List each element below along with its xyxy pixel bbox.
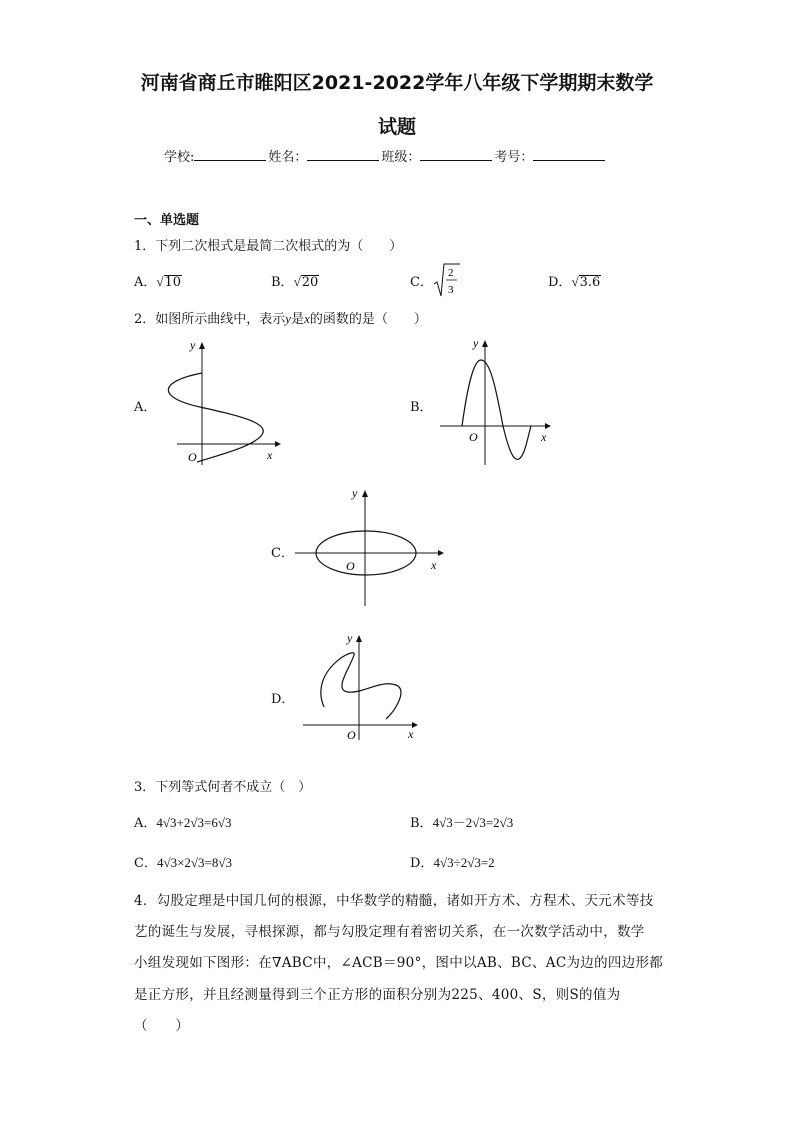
q3-c-label: C． <box>134 856 157 871</box>
radical-icon: √ <box>156 274 164 289</box>
axis-x-label: x <box>431 558 437 572</box>
q2-stem-post: 的函数的是（ ） <box>309 312 427 327</box>
q4-line-3: 小组发现如下图形：在∇ABC中，∠ACB＝90°，图中以AB、BC、AC为边的四边形都 <box>134 955 664 971</box>
q1-c-den: 3 <box>448 284 454 296</box>
x-axis-arrow <box>545 423 551 429</box>
q3-c-expr: 4√3×2√3=8√3 <box>156 855 233 870</box>
q2-a-label: A． <box>134 400 157 415</box>
q3-d-expr: 4√3÷2√3=2 <box>433 855 495 870</box>
q4-line-2: 艺的诞生与发展，寻根探源，都与勾股定理有着密切关系，在一次数学活动中，数学 <box>134 924 645 940</box>
axis-y-label: y <box>352 486 358 500</box>
page-title: 河南省商丘市睢阳区2021-2022学年八年级下学期期末数学 <box>140 72 654 94</box>
q1-c-num: 2 <box>448 267 454 279</box>
page-title-line2: 试题 <box>377 116 416 138</box>
q3-d-label: D． <box>410 856 434 871</box>
name-label: 姓名： <box>268 150 308 165</box>
q1-a-value: 10 <box>164 275 182 290</box>
curve <box>462 360 531 459</box>
q1-option-c <box>410 271 433 290</box>
q3-a-label: A． <box>134 816 157 831</box>
q2-c-label: C． <box>271 546 294 561</box>
q4-line-5: （ ） <box>134 1018 190 1034</box>
q2-stem <box>134 308 427 327</box>
school-label: 学校: <box>164 150 195 165</box>
number-blank[interactable] <box>533 147 605 161</box>
q2-stem-pre: 2．如图所示曲线中，表示 <box>134 312 286 327</box>
radical-icon: √ <box>293 274 301 289</box>
q3-b-expr: 4√3－2√3=2√3 <box>432 815 514 830</box>
origin-label: O <box>347 728 356 742</box>
q1-c-fraction <box>432 260 462 300</box>
axis-x-label: x <box>541 430 547 444</box>
class-label: 班级： <box>381 150 421 165</box>
q2-graph-a <box>150 335 290 470</box>
axis-y-label: y <box>473 336 479 350</box>
q3-option-c <box>134 852 232 871</box>
y-axis-arrow <box>199 342 205 349</box>
x-axis-arrow <box>275 441 281 447</box>
q2-graph-c <box>290 483 450 608</box>
origin-label: O <box>188 450 197 464</box>
q3-option-a <box>134 812 231 831</box>
curve <box>321 653 401 719</box>
q1-b-value: 20 <box>301 275 319 290</box>
section-heading: 一、单选题 <box>134 213 200 228</box>
y-axis-arrow <box>356 635 362 642</box>
q2-var-x: x <box>304 311 310 326</box>
q3-option-b <box>410 812 513 831</box>
q1-a-label: A． <box>134 275 157 290</box>
q1-stem: 1．下列二次根式是最简二次根式的为（ ） <box>134 239 403 254</box>
q1-option-b <box>271 271 319 290</box>
q1-option-d <box>548 271 601 290</box>
q4-line-1: 4．勾股定理是中国几何的根源，中华数学的精髓，诸如开方术、方程术、天元术等技 <box>134 893 654 909</box>
q3-a-expr: 4√3+2√3=6√3 <box>156 815 232 830</box>
q1-b-label: B． <box>271 275 294 290</box>
q2-stem-is: 是 <box>291 312 305 327</box>
axis-x-label: x <box>267 448 273 462</box>
q1-d-value: 3.6 <box>579 275 601 290</box>
q2-var-y: y <box>285 311 292 326</box>
axis-y-label: y <box>347 631 353 645</box>
origin-label: O <box>346 559 355 573</box>
y-axis-arrow <box>482 340 488 347</box>
axis-x-label: x <box>408 727 414 741</box>
q1-d-label: D． <box>548 275 572 290</box>
q2-graph-b <box>435 335 565 470</box>
origin-label: O <box>469 430 478 444</box>
q2-graph-d <box>298 630 428 742</box>
q2-d-label: D． <box>271 692 295 707</box>
q2-b-label: B． <box>410 400 433 415</box>
x-axis-arrow <box>438 550 444 556</box>
radical-icon: √ <box>571 274 579 289</box>
school-blank[interactable] <box>194 147 266 161</box>
student-info <box>164 146 607 165</box>
q1-option-a <box>134 271 182 290</box>
axis-y-label: y <box>190 338 196 352</box>
name-blank[interactable] <box>307 147 379 161</box>
y-axis-arrow <box>362 490 368 497</box>
q3-stem: 3．下列等式何者不成立（ ） <box>134 780 312 795</box>
q4-line-4: 是正方形，并且经测量得到三个正方形的面积分别为225、400、S，则S的值为 <box>134 987 621 1003</box>
q3-option-d <box>410 852 495 871</box>
q3-b-label: B． <box>410 816 433 831</box>
q1-c-label: C． <box>410 275 433 290</box>
class-blank[interactable] <box>420 147 492 161</box>
curve <box>168 373 263 462</box>
number-label: 考号： <box>494 150 534 165</box>
